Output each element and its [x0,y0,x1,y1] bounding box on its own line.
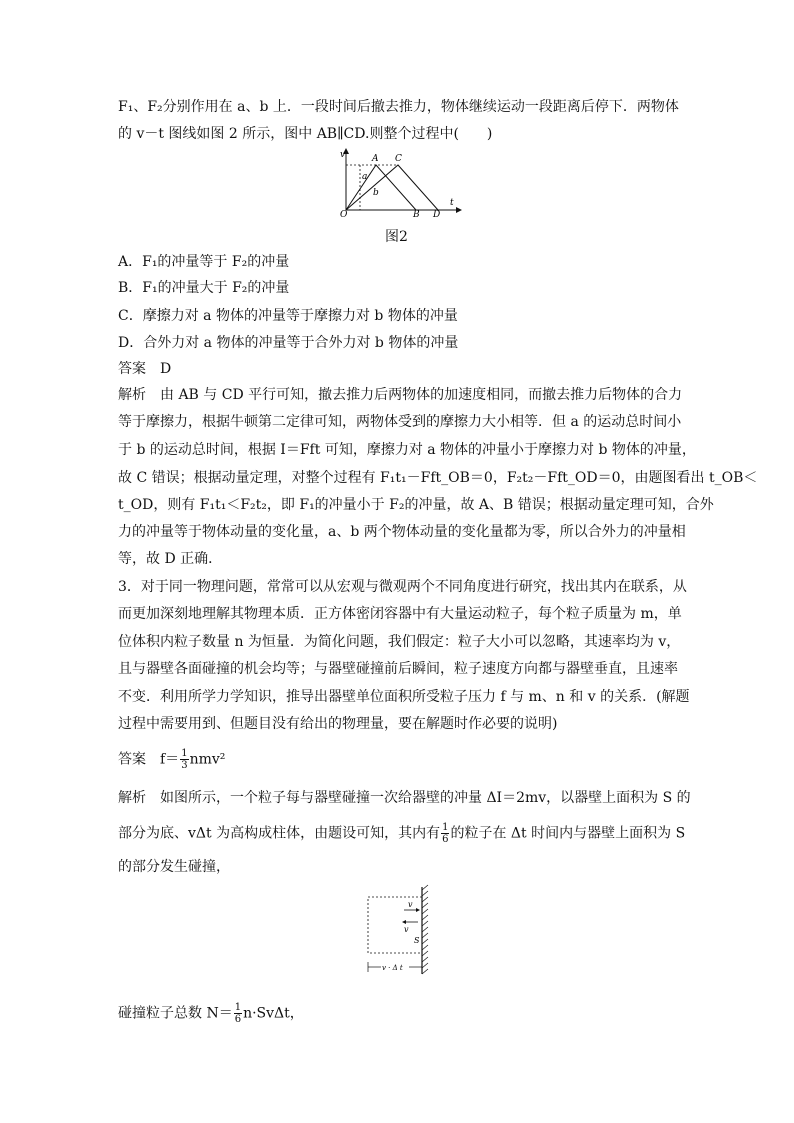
container-wall-figure [338,882,438,978]
q3-analysis-line2-a: 部分为底、vΔt 为高构成柱体，由题设可知，其内有 [118,825,441,842]
q3-analysis-fraction [441,822,449,845]
q3-count-denominator: 6 [234,1014,242,1025]
q3-stem-line6: 过程中需要用到、但题目没有给出的物理量，要在解题时作必要的说明) [118,716,558,732]
q3-count-line [118,1002,304,1025]
origin-label: O [340,210,348,218]
q2-analysis-line1: 解析 由 AB 与 CD 平行可知，撤去推力后两物体的加速度相同，而撤去推力后物体的合力 [118,387,683,403]
q3-stem-line5: 不变．利用所学力学知识，推导出器壁单位面积所受粒子压力 f 与 m、n 和 v 的关系．(解题 [118,689,690,705]
v-top-label: v [408,900,413,909]
q2-analysis-line2: 等于摩擦力，根据牛顿第二定律可知，两物体受到的摩擦力大小相等．但 a 的运动总时间小 [118,414,682,430]
option-c: C．摩擦力对 a 物体的冲量等于摩擦力对 b 物体的冲量 [118,308,458,324]
q3-stem-line2: 而更加深刻地理解其物理本质．正方体密闭容器中有大量运动粒子，每个粒子质量为 m，单 [118,606,682,622]
wall-hatching [422,885,428,974]
q2-analysis-line4: 故 C 错误；根据动量定理，对整个过程有 F₁t₁－Fft_OB＝0，F₂t₂－Fft_OD＝0，由题图看出 t_OB＜ [118,470,758,486]
q2-stem-line1: F₁、F₂分别作用在 a、b 上．一段时间后撤去推力，物体继续运动一段距离后停下．两物体 [118,99,679,115]
q3-answer-prefix: 答案 f＝ [118,751,180,768]
q2-analysis-line6: 力的冲量等于物体动量的变化量，a、b 两个物体动量的变化量都为零，所以合外力的冲量相 [118,524,686,540]
point-D-label: D [433,210,441,218]
figure-2-caption: 图2 [385,229,408,245]
area-S-label: S [414,936,420,945]
t-axis-arrow-icon [456,207,462,213]
q2-analysis-line5: t_OD，则有 F₁t₁＜F₂t₂，即 F₁的冲量小于 F₂的冲量，故 A、B 错误；根据动量定理可知，合外 [118,497,714,513]
q3-answer-denominator: 3 [181,760,188,771]
dimension-label: v · Δ t [382,964,403,972]
point-C-label: C [395,154,402,164]
axis-v-label: v [340,150,346,160]
line-b [346,165,438,210]
q2-analysis-line3: 于 b 的运动总时间，根据 I＝Fft 可知，摩擦力对 a 物体的冲量小于摩擦力对 b 物体的冲量， [118,442,696,458]
q3-stem-line1: 3．对于同一物理问题，常常可以从宏观与微观两个不同角度进行研究，找出其内在联系，从 [118,579,687,595]
q3-analysis-numerator: 1 [442,822,449,833]
q3-count-prefix: 碰撞粒子总数 N＝ [118,1005,233,1022]
q3-stem-line4: 且与器壁各面碰撞的机会均等；与器壁碰撞前后瞬间，粒子速度方向都与器壁垂直，且速率 [118,661,678,677]
q3-analysis-line2 [118,822,685,845]
q2-analysis-line7: 等，故 D 正确． [118,551,223,567]
option-a: A．F₁的冲量等于 F₂的冲量 [118,254,290,270]
q3-answer [118,748,225,771]
arrow-left-icon [402,920,406,924]
arrow-right-icon [416,908,420,912]
q2-stem-line2: 的 v－t 图线如图 2 所示，图中 AB∥CD.则整个过程中( ) [118,126,493,142]
curve-a-label: a [362,172,368,182]
option-b: B．F₁的冲量大于 F₂的冲量 [118,280,290,296]
point-B-label: B [413,210,420,218]
v-bottom-label: v [404,925,409,934]
axis-t-label: t [450,198,454,208]
point-A-label: A [372,154,379,164]
q3-stem-line3: 位体积内粒子数量 n 为恒量．为简化问题，我们假定：粒子大小可以忽略，其速率均为 v， [118,634,681,650]
option-d: D．合外力对 a 物体的冲量等于合外力对 b 物体的冲量 [118,335,459,351]
q3-answer-fraction [180,748,188,771]
q3-analysis-line2-b: 的粒子在 Δt 时间内与器壁上面积为 S [450,825,686,842]
vt-graph-figure [336,146,462,218]
q3-answer-suffix: nmv² [189,751,226,768]
q3-analysis-denominator: 6 [442,834,449,845]
q3-count-fraction [234,1002,242,1025]
curve-b-label: b [373,188,379,198]
q3-count-numerator: 1 [234,1002,242,1013]
q2-answer: 答案 D [118,361,172,377]
q3-answer-numerator: 1 [181,748,188,759]
q3-count-suffix: n·SvΔt， [243,1005,304,1022]
q3-analysis-line1: 解析 如图所示，一个粒子每与器壁碰撞一次给器壁的冲量 ΔI＝2mv，以器壁上面积为 S 的 [118,790,691,806]
line-a [346,165,416,210]
q3-analysis-line3: 的部分发生碰撞， [118,859,230,875]
